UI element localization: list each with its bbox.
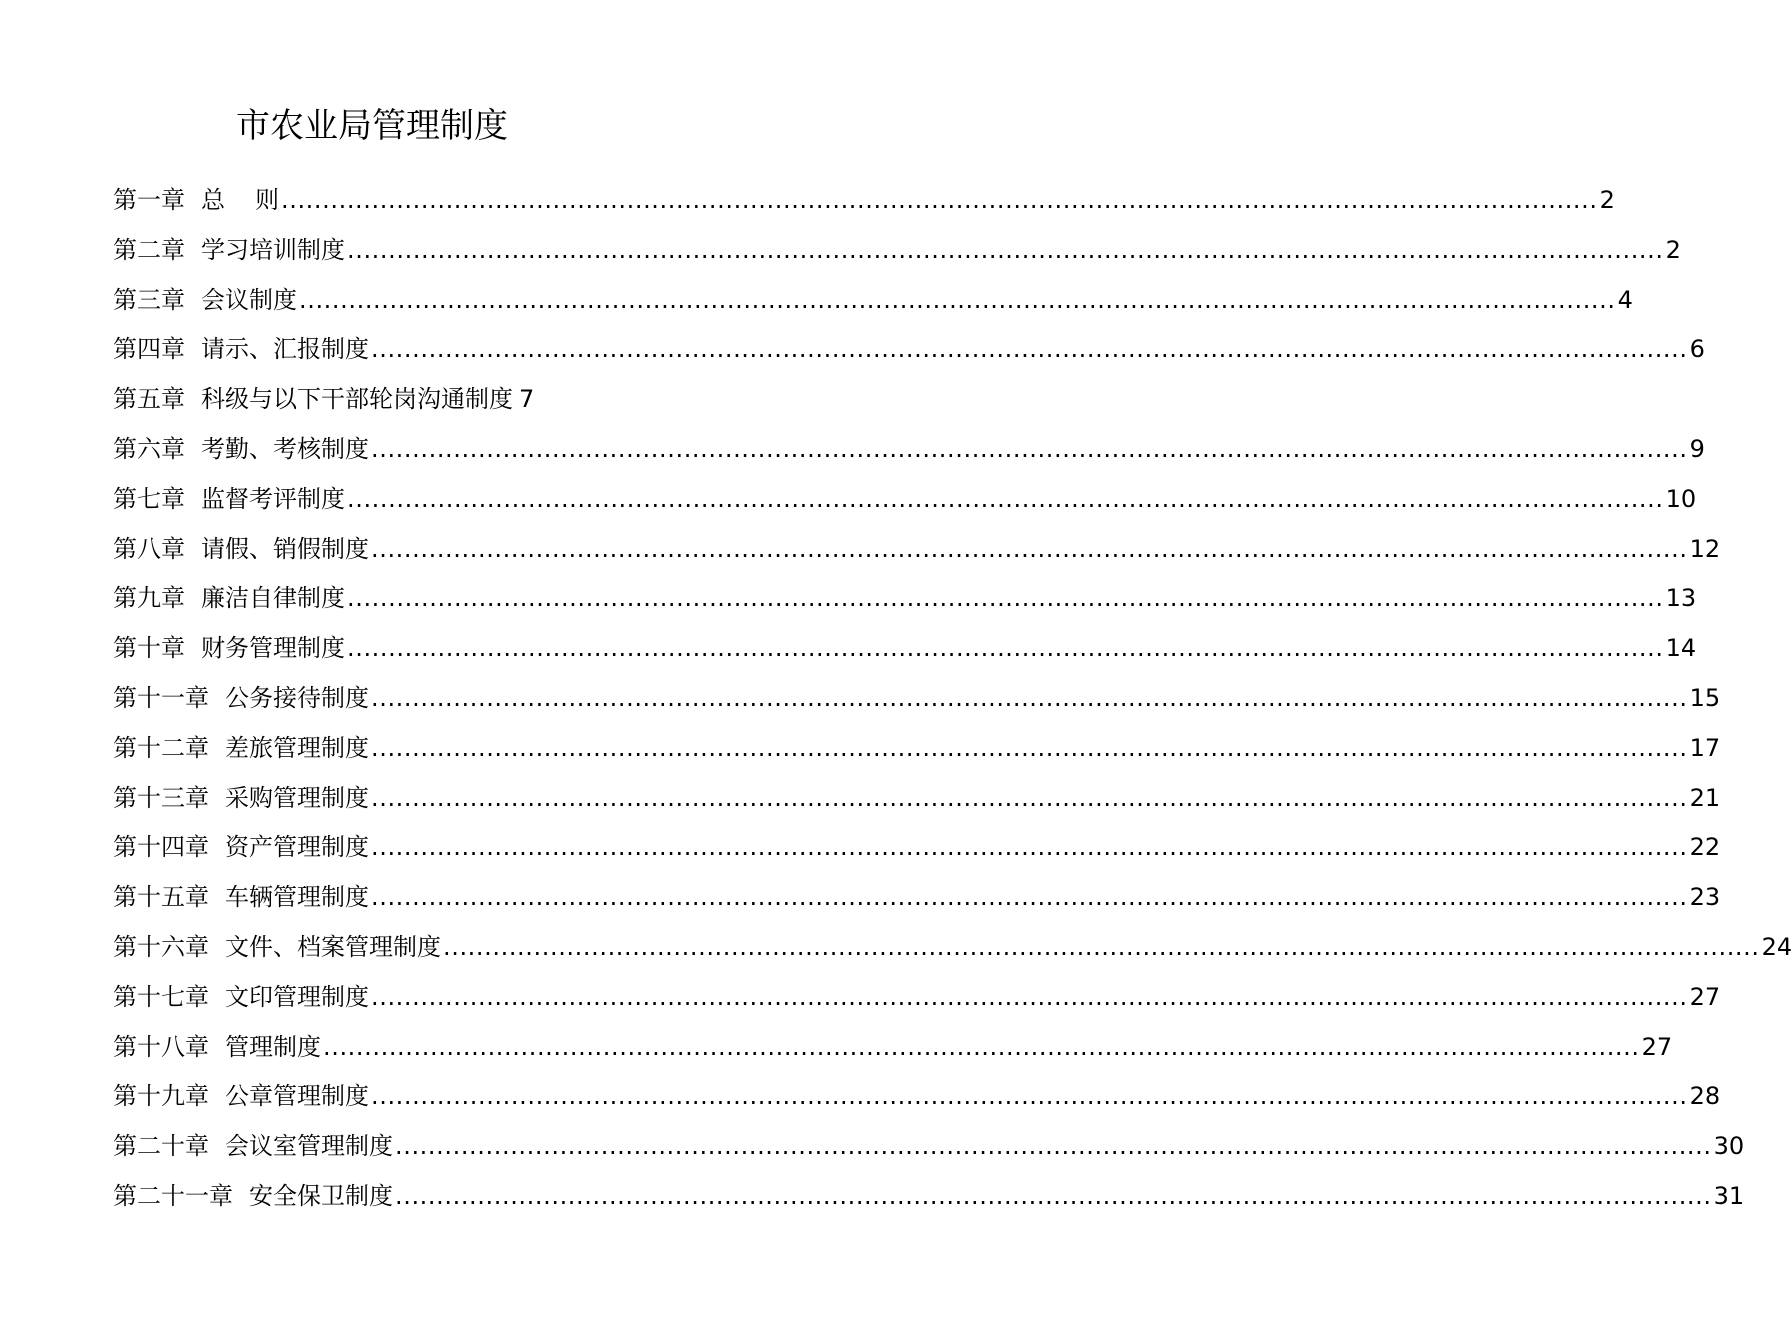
toc-entry[interactable] [113, 425, 1705, 475]
toc-chapter-number: 第十五章 [113, 883, 209, 912]
toc-page-number: 4 [1617, 285, 1633, 314]
toc-chapter-number: 第五章 [113, 385, 185, 414]
toc-dot-leader: ................................................................................................................................................................ [371, 1082, 1688, 1111]
toc-entry[interactable] [113, 475, 1697, 525]
toc-entry[interactable] [113, 226, 1681, 276]
document-title: 市农业局管理制度 [236, 106, 508, 146]
toc-page-number: 13 [1665, 584, 1697, 613]
toc-dot-leader: ................................................................................................................................................................ [299, 285, 1616, 314]
toc-chapter-name: 文件、档案管理制度 [225, 932, 441, 961]
toc-chapter-name: 考勤、考核制度 [201, 434, 369, 463]
toc-chapter-number: 第十六章 [113, 932, 209, 961]
toc-chapter-name: 请假、销假制度 [201, 534, 369, 563]
toc-page-number: 27 [1689, 982, 1721, 1011]
table-of-contents [113, 176, 1792, 1222]
toc-dot-leader: ................................................................................................................................................................ [371, 534, 1688, 563]
toc-dot-leader: ................................................................................................................................................................ [371, 434, 1688, 463]
toc-entry[interactable] [113, 276, 1633, 326]
toc-chapter-number: 第十九章 [113, 1082, 209, 1111]
toc-entry[interactable] [113, 624, 1697, 674]
toc-entry[interactable] [113, 525, 1721, 575]
toc-page-number: 28 [1689, 1082, 1721, 1111]
toc-chapter-number: 第八章 [113, 534, 185, 563]
toc-entry[interactable] [113, 774, 1721, 824]
toc-page-number: 30 [1713, 1132, 1745, 1161]
toc-chapter-name: 公章管理制度 [225, 1082, 369, 1111]
toc-dot-leader: ................................................................................................................................................................ [371, 783, 1688, 812]
toc-entry[interactable] [113, 973, 1721, 1023]
toc-page-number: 15 [1689, 683, 1721, 712]
toc-page-number: 27 [1641, 1032, 1673, 1061]
toc-entry[interactable] [113, 1122, 1745, 1172]
toc-chapter-number: 第二十一章 [113, 1181, 233, 1210]
toc-page-number: 9 [1689, 434, 1705, 463]
toc-page-number: 10 [1665, 484, 1697, 513]
toc-chapter-number: 第二章 [113, 235, 185, 264]
toc-entry[interactable] [113, 1023, 1673, 1073]
toc-page-number: 2 [1665, 235, 1681, 264]
toc-dot-leader: ................................................................................................................................................................ [281, 186, 1598, 214]
toc-chapter-number: 第一章 [113, 186, 185, 214]
toc-entry[interactable] [113, 574, 1697, 624]
toc-chapter-number: 第十二章 [113, 733, 209, 762]
toc-page-number: 21 [1689, 783, 1721, 812]
toc-dot-leader: ................................................................................................................................................................ [371, 883, 1688, 912]
toc-chapter-name: 公务接待制度 [225, 683, 369, 712]
toc-dot-leader: ................................................................................................................................................................ [395, 1181, 1712, 1210]
toc-chapter-name: 财务管理制度 [201, 634, 345, 663]
toc-chapter-number: 第十一章 [113, 683, 209, 712]
toc-dot-leader: ................................................................................................................................................................ [323, 1032, 1640, 1061]
toc-chapter-number: 第三章 [113, 285, 185, 314]
toc-entry[interactable] [113, 823, 1721, 873]
toc-chapter-name: 科级与以下干部轮岗沟通制度 [201, 385, 513, 414]
toc-dot-leader: ................................................................................................................................................................ [347, 484, 1664, 513]
toc-page-number: 7 [519, 385, 535, 414]
toc-chapter-name: 文印管理制度 [225, 982, 369, 1011]
toc-dot-leader: ................................................................................................................................................................ [371, 335, 1688, 364]
toc-chapter-name: 车辆管理制度 [225, 883, 369, 912]
toc-chapter-name: 会议制度 [201, 285, 297, 314]
toc-chapter-number: 第十四章 [113, 833, 209, 862]
toc-dot-leader: ................................................................................................................................................................ [347, 235, 1664, 264]
toc-page-number: 6 [1689, 335, 1705, 364]
toc-dot-leader: ................................................................................................................................................................ [443, 932, 1760, 961]
toc-dot-leader: ................................................................................................................................................................ [347, 634, 1664, 663]
toc-chapter-number: 第十章 [113, 634, 185, 663]
toc-page-number: 17 [1689, 733, 1721, 762]
toc-page-number: 24 [1761, 932, 1792, 961]
toc-chapter-number: 第六章 [113, 434, 185, 463]
toc-entry[interactable] [113, 1172, 1745, 1222]
toc-chapter-name: 学习培训制度 [201, 235, 345, 264]
toc-chapter-number: 第九章 [113, 584, 185, 613]
toc-dot-leader: ................................................................................................................................................................ [371, 833, 1688, 862]
toc-entry[interactable] [113, 176, 1615, 226]
toc-dot-leader: ................................................................................................................................................................ [371, 683, 1688, 712]
toc-page-number: 12 [1689, 534, 1721, 563]
toc-page-number: 23 [1689, 883, 1721, 912]
toc-entry[interactable] [113, 873, 1721, 923]
toc-page-number: 14 [1665, 634, 1697, 663]
toc-entry[interactable] [113, 724, 1721, 774]
toc-page-number: 31 [1713, 1181, 1745, 1210]
toc-dot-leader: ................................................................................................................................................................ [395, 1132, 1712, 1161]
toc-chapter-number: 第十八章 [113, 1032, 209, 1061]
toc-chapter-name: 廉洁自律制度 [201, 584, 345, 613]
toc-chapter-number: 第七章 [113, 484, 185, 513]
toc-chapter-name: 采购管理制度 [225, 783, 369, 812]
toc-entry[interactable] [113, 674, 1721, 724]
toc-entry[interactable] [113, 1072, 1721, 1122]
toc-chapter-name: 资产管理制度 [225, 833, 369, 862]
toc-chapter-name: 管理制度 [225, 1032, 321, 1061]
toc-page-number: 2 [1599, 186, 1615, 214]
toc-chapter-number: 第二十章 [113, 1132, 209, 1161]
toc-entry[interactable] [113, 325, 1705, 375]
toc-chapter-name: 安全保卫制度 [249, 1181, 393, 1210]
toc-chapter-number: 第四章 [113, 335, 185, 364]
toc-chapter-name: 总 则 [201, 186, 279, 214]
toc-dot-leader: ................................................................................................................................................................ [371, 982, 1688, 1011]
toc-page-number: 22 [1689, 833, 1721, 862]
toc-chapter-name: 会议室管理制度 [225, 1132, 393, 1161]
toc-chapter-name: 监督考评制度 [201, 484, 345, 513]
toc-entry[interactable] [113, 923, 1792, 973]
toc-dot-leader: ................................................................................................................................................................ [371, 733, 1688, 762]
toc-chapter-number: 第十三章 [113, 783, 209, 812]
toc-dot-leader: ................................................................................................................................................................ [347, 584, 1664, 613]
toc-chapter-number: 第十七章 [113, 982, 209, 1011]
toc-chapter-name: 请示、汇报制度 [201, 335, 369, 364]
toc-chapter-name: 差旅管理制度 [225, 733, 369, 762]
toc-entry[interactable] [113, 375, 824, 425]
